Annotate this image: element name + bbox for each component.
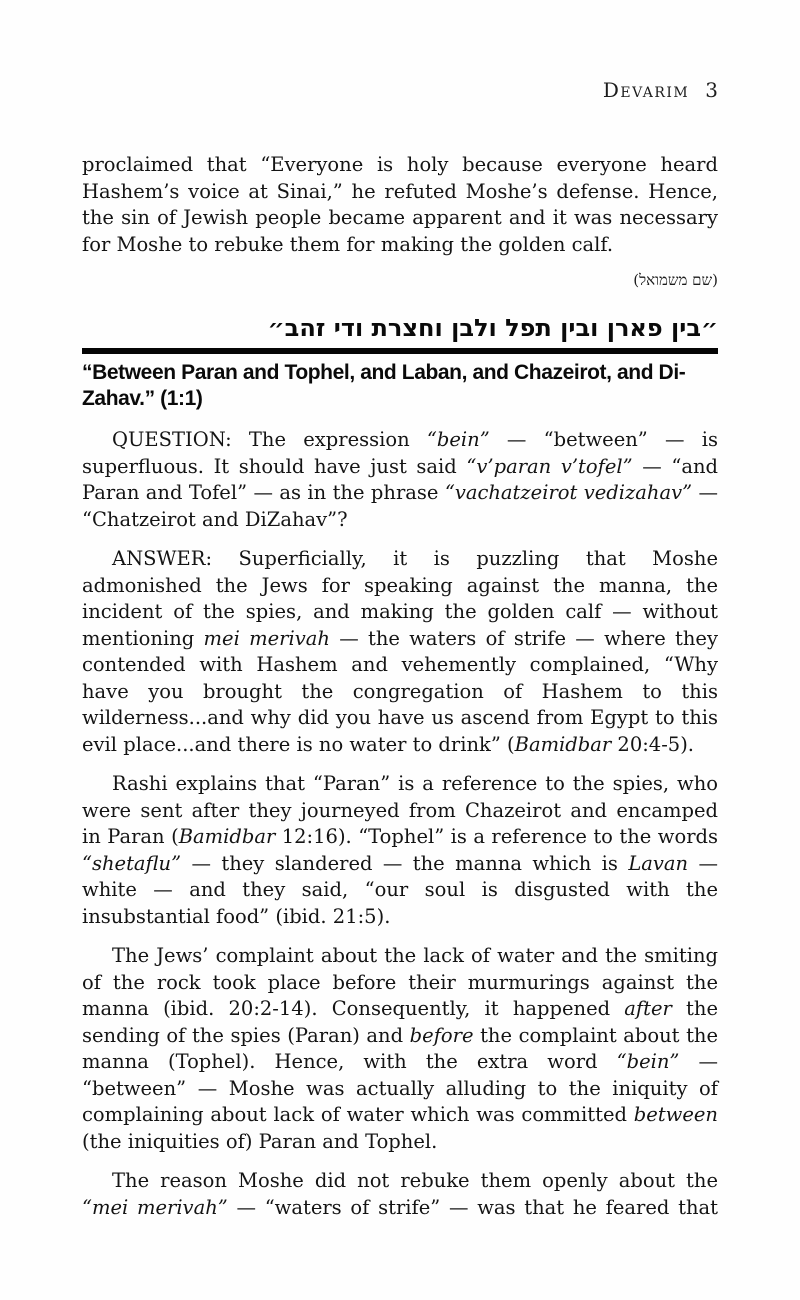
italic-text-run: between [633,1103,718,1126]
italic-text-run: “mei merivah” [82,1195,228,1219]
text-run: proclaimed that “Everyone is holy because everyone heard Hashem’s voice at Sinai,” he refuted Moshe’s defense. Hence, the sin of Jewish people became apparent and it was necessary for Moshe to rebuke them for making the golden calf. [82,153,718,256]
paragraph [82,152,718,258]
text-run: The reason Moshe did not rebuke them openly about the [112,1169,718,1192]
text-run: ANSWER: Superficially, it is puzzling that Moshe admonished the Jews for speaking against the manna, the incident of the spies, and making the golden calf — without mentioning [82,547,718,650]
text-run: — “between” — is superfluous. It should have just said [82,428,718,478]
italic-text-run: “bein” [616,1050,680,1073]
paragraph [82,546,718,758]
italic-text-run: “v’paran v’tofel” [466,454,633,478]
text-run: Rashi explains that “Paran” is a reference to the spies, who were sent after they journeyed from Chazeirot and encamped in Paran ( [82,772,718,848]
text-run: (the iniquities of) Paran and Tophel. [82,1129,438,1153]
section-english-heading: “Between Paran and Tophel, and Laban, and Chazeirot, and Di-Zahav.” (1:1) [82,361,686,410]
text-run: QUESTION: The expression [112,428,427,451]
italic-text-run: before [409,1023,474,1047]
text-run: the sending of the spies (Paran) and [82,997,718,1047]
text-column [82,0,718,1234]
italic-text-run: “shetaflu” [82,851,182,875]
italic-text-run: mei merivah [203,626,330,650]
intro-continuation-text [82,152,718,258]
italic-text-run: Bamidbar [514,732,612,756]
italic-text-run: “bein” [426,428,490,451]
italic-text-run: Bamidbar [178,825,276,848]
section-hebrew-heading: ״בין פארן ובין תפל ולבן וחצרת ודי זהב״ [267,314,718,342]
source-attribution: (שם משמואל) [633,271,718,289]
text-run: — “and Paran and Tofel” — as in the phrase [82,454,718,504]
text-run: The Jews’ complaint about the lack of water and the smiting of the rock took place before their murmurings against the manna (ibid. 20:2-14). Consequently, it happened [82,944,718,1020]
italic-text-run: after [624,997,672,1020]
paragraph [82,943,718,1155]
italic-text-run: Lavan [628,851,689,875]
text-run: — “between” — Moshe was actually alluding to the iniquity of complaining about lack of water which was committed [82,1050,718,1126]
book-title: Devarim [602,78,690,102]
page-number: 3 [705,78,718,102]
text-run: — “Chatzeirot and DiZahav”? [82,481,718,531]
section-divider-rule [82,348,718,354]
paragraph [82,427,718,533]
italic-text-run: “vachatzeirot vedizahav” [444,481,693,504]
text-run: — white — and they said, “our soul is disgusted with the insubstantial food” (ibid. 21:5). [82,851,718,928]
text-run: the complaint about the manna (Tophel). Hence, with the extra word [82,1023,719,1073]
text-run: — the waters of strife — where they contended with Hashem and vehemently complained, “Why have you brought the congregation of Hashem to this wilderness...and why did you have us ascend from Egypt to this evil place...and there is no water to drink” ( [82,626,718,756]
text-run: 12:16). “Tophel” is a reference to the words [275,825,718,848]
running-header [82,78,718,102]
text-run: — they slandered — the manna which is [181,851,629,875]
text-run: — “waters of strife” — was that he feared that [227,1195,718,1219]
text-run: 20:4-5). [611,732,695,756]
section-body-text [82,427,718,1221]
paragraph [82,771,718,930]
paragraph [82,1168,718,1221]
